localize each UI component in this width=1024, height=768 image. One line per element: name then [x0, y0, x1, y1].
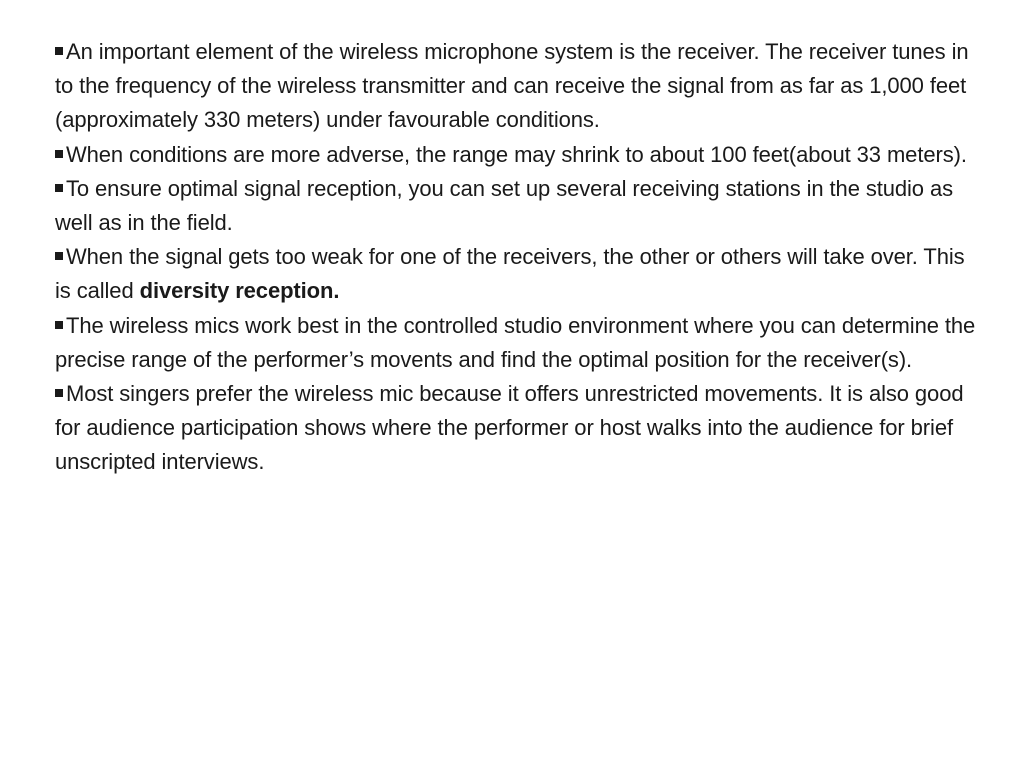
square-bullet-icon [55, 47, 63, 55]
bullet-text: Most singers prefer the wireless mic because it offers unrestricted movements. It is also good for audience participation shows where the performer or host walks into the audience for brief unscripted interviews. [55, 381, 964, 475]
bullet-item [55, 240, 980, 308]
bullet-item [55, 138, 980, 172]
square-bullet-icon [55, 184, 63, 192]
square-bullet-icon [55, 150, 63, 158]
bullet-text: When the signal gets too weak for one of the receivers, the other or others will take over. This is called [55, 244, 965, 304]
bullet-item [55, 35, 980, 138]
bullet-item [55, 377, 980, 480]
bullet-emphasis: diversity reception. [139, 278, 340, 304]
bullet-item [55, 172, 980, 240]
bullet-item [55, 309, 980, 377]
square-bullet-icon [55, 389, 63, 397]
square-bullet-icon [55, 321, 63, 329]
bullet-text: The wireless mics work best in the controlled studio environment where you can determine the precise range of the performer’s movents and find the optimal position for the receiver(s). [55, 312, 976, 372]
square-bullet-icon [55, 252, 63, 260]
bullet-text: When conditions are more adverse, the range may shrink to about 100 feet(about 33 meters). [66, 141, 967, 167]
bullet-list [55, 35, 980, 480]
bullet-text: To ensure optimal signal reception, you can set up several receiving stations in the studio as well as in the field. [55, 175, 953, 236]
bullet-text: An important element of the wireless microphone system is the receiver. The receiver tunes in to the frequency of the wireless transmitter and can receive the signal from as far as 1,000 feet (approximately 330 meters) under favourable conditions. [55, 39, 969, 133]
